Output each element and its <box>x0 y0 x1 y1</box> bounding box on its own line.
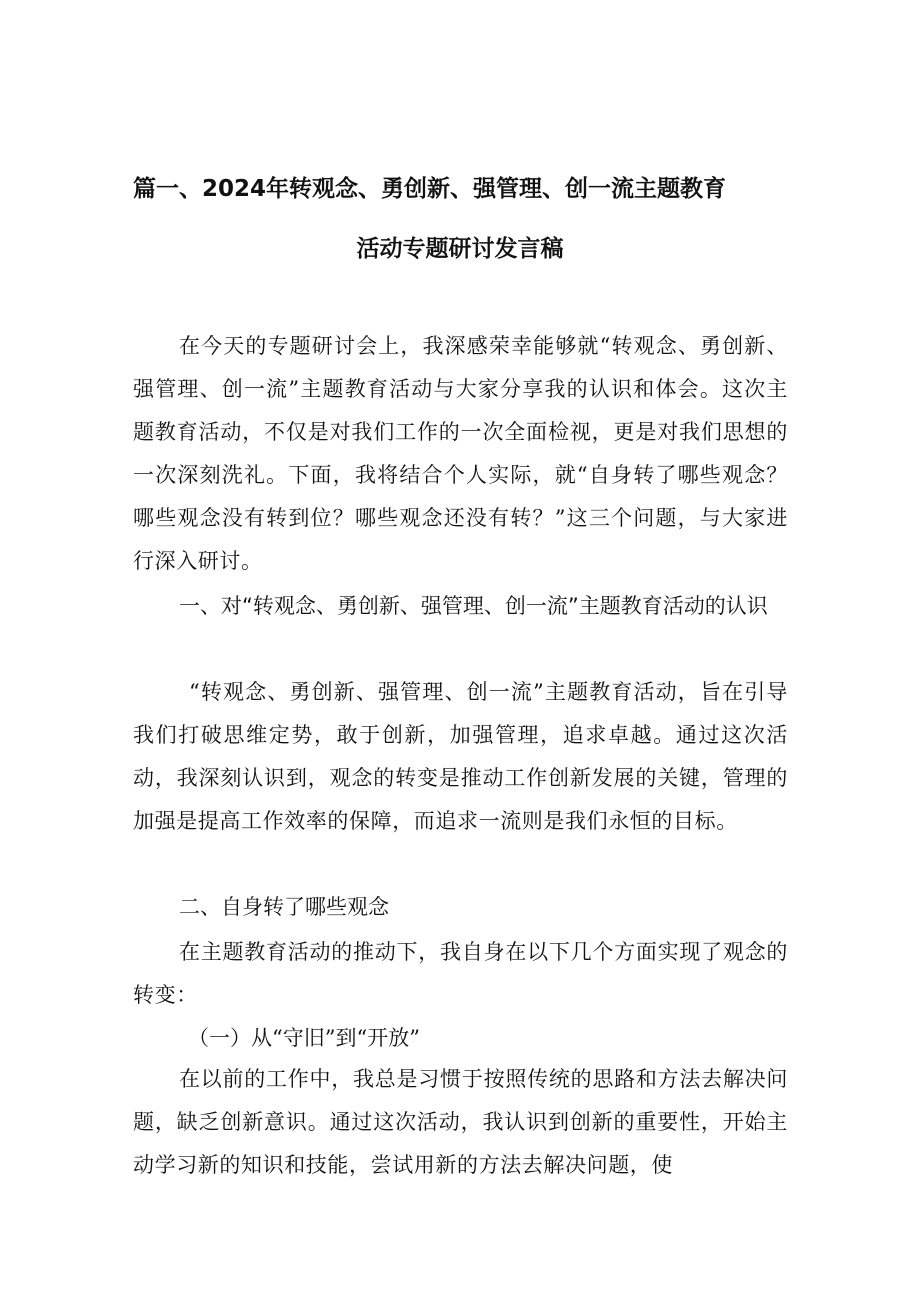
document-title-line-1: 篇一、2024年转观念、勇创新、强管理、创一流主题教育 <box>133 176 727 202</box>
section-2-paragraph: 在主题教育活动的推动下，我自身在以下几个方面实现了观念的转变： <box>133 940 788 1007</box>
section-1-paragraph: “转观念、勇创新、强管理、创一流”主题教育活动，旨在引导我们打破思维定势，敢于创新，加强管理，追求卓越。通过这次活动，我深刻认识到，观念的转变是推动工作创新发展的关键，管理的加强是提高工作效率的保障，而追求一流则是我们永恒的目标。 <box>133 680 788 833</box>
subsection-1-paragraph: 在以前的工作中，我总是习惯于按照传统的思路和方法去解决问题，缺乏创新意识。通过这次活动，我认识到创新的重要性，开始主动学习新的知识和技能，尝试用新的方法去解决问题，使 <box>133 1067 788 1177</box>
section-1-heading: 一、对“转观念、勇创新、强管理、创一流”主题教育活动的认识 <box>179 594 768 618</box>
intro-paragraph: 在今天的专题研讨会上，我深感荣幸能够就“转观念、勇创新、强管理、创一流”主题教育活动与大家分享我的认识和体会。这次主题教育活动，不仅是对我们工作的一次全面检视，更是对我们思想的一次深刻洗礼。下面，我将结合个人实际，就“自身转了哪些观念？哪些观念没有转到位？哪些观念还没有转？”这三个问题，与大家进行深入研讨。 <box>133 334 788 573</box>
section-2-heading: 二、自身转了哪些观念 <box>179 895 389 919</box>
subsection-1-heading: （一）从“守旧”到“开放” <box>188 1026 420 1050</box>
document-title-line-2: 活动专题研讨发言稿 <box>356 236 564 262</box>
